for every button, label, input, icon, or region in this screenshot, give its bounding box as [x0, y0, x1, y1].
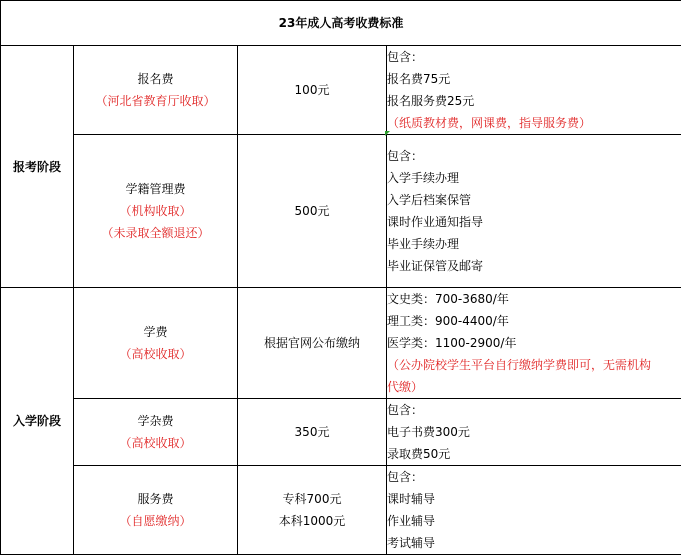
stage-enrollment: 入学阶段 — [1, 288, 74, 555]
fee-item-name: 学费 — [74, 321, 237, 343]
detail-line: 报名服务费25元 — [387, 90, 681, 112]
detail-line: 课时作业通知指导 — [387, 211, 681, 233]
detail-note: （纸质教材费，网课费，指导服务费） — [387, 112, 681, 134]
detail-line: 课时辅导 — [387, 488, 681, 510]
table-row — [1, 288, 681, 399]
table-row — [1, 46, 681, 135]
detail-line: 作业辅导 — [387, 510, 681, 532]
fee-item-cell — [74, 466, 238, 555]
fee-detail-cell — [387, 135, 681, 288]
fee-item-note: （河北省教育厅收取） — [74, 90, 237, 112]
fee-amount-cell — [238, 135, 387, 288]
detail-line: 入学后档案保管 — [387, 189, 681, 211]
fee-item-name: 报名费 — [74, 68, 237, 90]
fee-amount: 500元 — [238, 200, 386, 222]
fee-item-note: （自愿缴纳） — [74, 510, 237, 532]
table-title: 23年成人高考收费标准 — [1, 1, 681, 46]
detail-line: 理工类：900-4400/年 — [387, 310, 681, 332]
fee-detail-cell — [387, 46, 681, 135]
fee-amount-cell — [238, 46, 387, 135]
detail-line: 电子书费300元 — [387, 421, 681, 443]
fee-item-name: 学杂费 — [74, 410, 237, 432]
table-row — [1, 466, 681, 555]
table-row — [1, 399, 681, 466]
fee-amount: 100元 — [238, 79, 386, 101]
detail-line: 毕业证保管及邮寄 — [387, 255, 681, 277]
detail-line: 医学类：1100-2900/年 — [387, 332, 681, 354]
fee-item-cell — [74, 399, 238, 466]
detail-line: 文史类：700-3680/年 — [387, 288, 681, 310]
fee-amount: 根据官网公布缴纳 — [238, 332, 386, 354]
cell-comment-marker-icon — [385, 131, 390, 136]
fee-item-note: （高校收取） — [74, 343, 237, 365]
fee-amount-cell — [238, 466, 387, 555]
stage-registration: 报考阶段 — [1, 46, 74, 288]
fee-item-cell — [74, 135, 238, 288]
fee-item-name: 学籍管理费 — [74, 178, 237, 200]
detail-line: 录取费50元 — [387, 443, 681, 465]
fee-item-cell — [74, 46, 238, 135]
fee-detail-cell — [387, 288, 681, 399]
fee-item-note: （未录取全额退还） — [74, 222, 237, 244]
fee-amount: 专科700元 — [238, 488, 386, 510]
fee-item-cell — [74, 288, 238, 399]
detail-line: 包含： — [387, 399, 681, 421]
table-row — [1, 135, 681, 288]
detail-line: 考试辅导 — [387, 532, 681, 554]
fee-item-note: （高校收取） — [74, 432, 237, 454]
fee-amount: 本科1000元 — [238, 510, 386, 532]
detail-line: 包含： — [387, 46, 681, 68]
fee-detail-cell — [387, 466, 681, 555]
fee-item-note: （机构收取） — [74, 200, 237, 222]
fee-amount-cell — [238, 288, 387, 399]
title-row — [1, 1, 681, 46]
detail-note: （公办院校学生平台自行缴纳学费即可，无需机构 — [387, 354, 681, 376]
detail-line: 入学手续办理 — [387, 167, 681, 189]
fee-amount-cell — [238, 399, 387, 466]
fee-detail-cell — [387, 399, 681, 466]
detail-line: 包含： — [387, 145, 681, 167]
detail-line: 报名费75元 — [387, 68, 681, 90]
detail-line: 毕业手续办理 — [387, 233, 681, 255]
fee-item-name: 服务费 — [74, 488, 237, 510]
detail-note: 代缴） — [387, 376, 681, 398]
detail-line: 包含： — [387, 466, 681, 488]
fee-amount: 350元 — [238, 421, 386, 443]
